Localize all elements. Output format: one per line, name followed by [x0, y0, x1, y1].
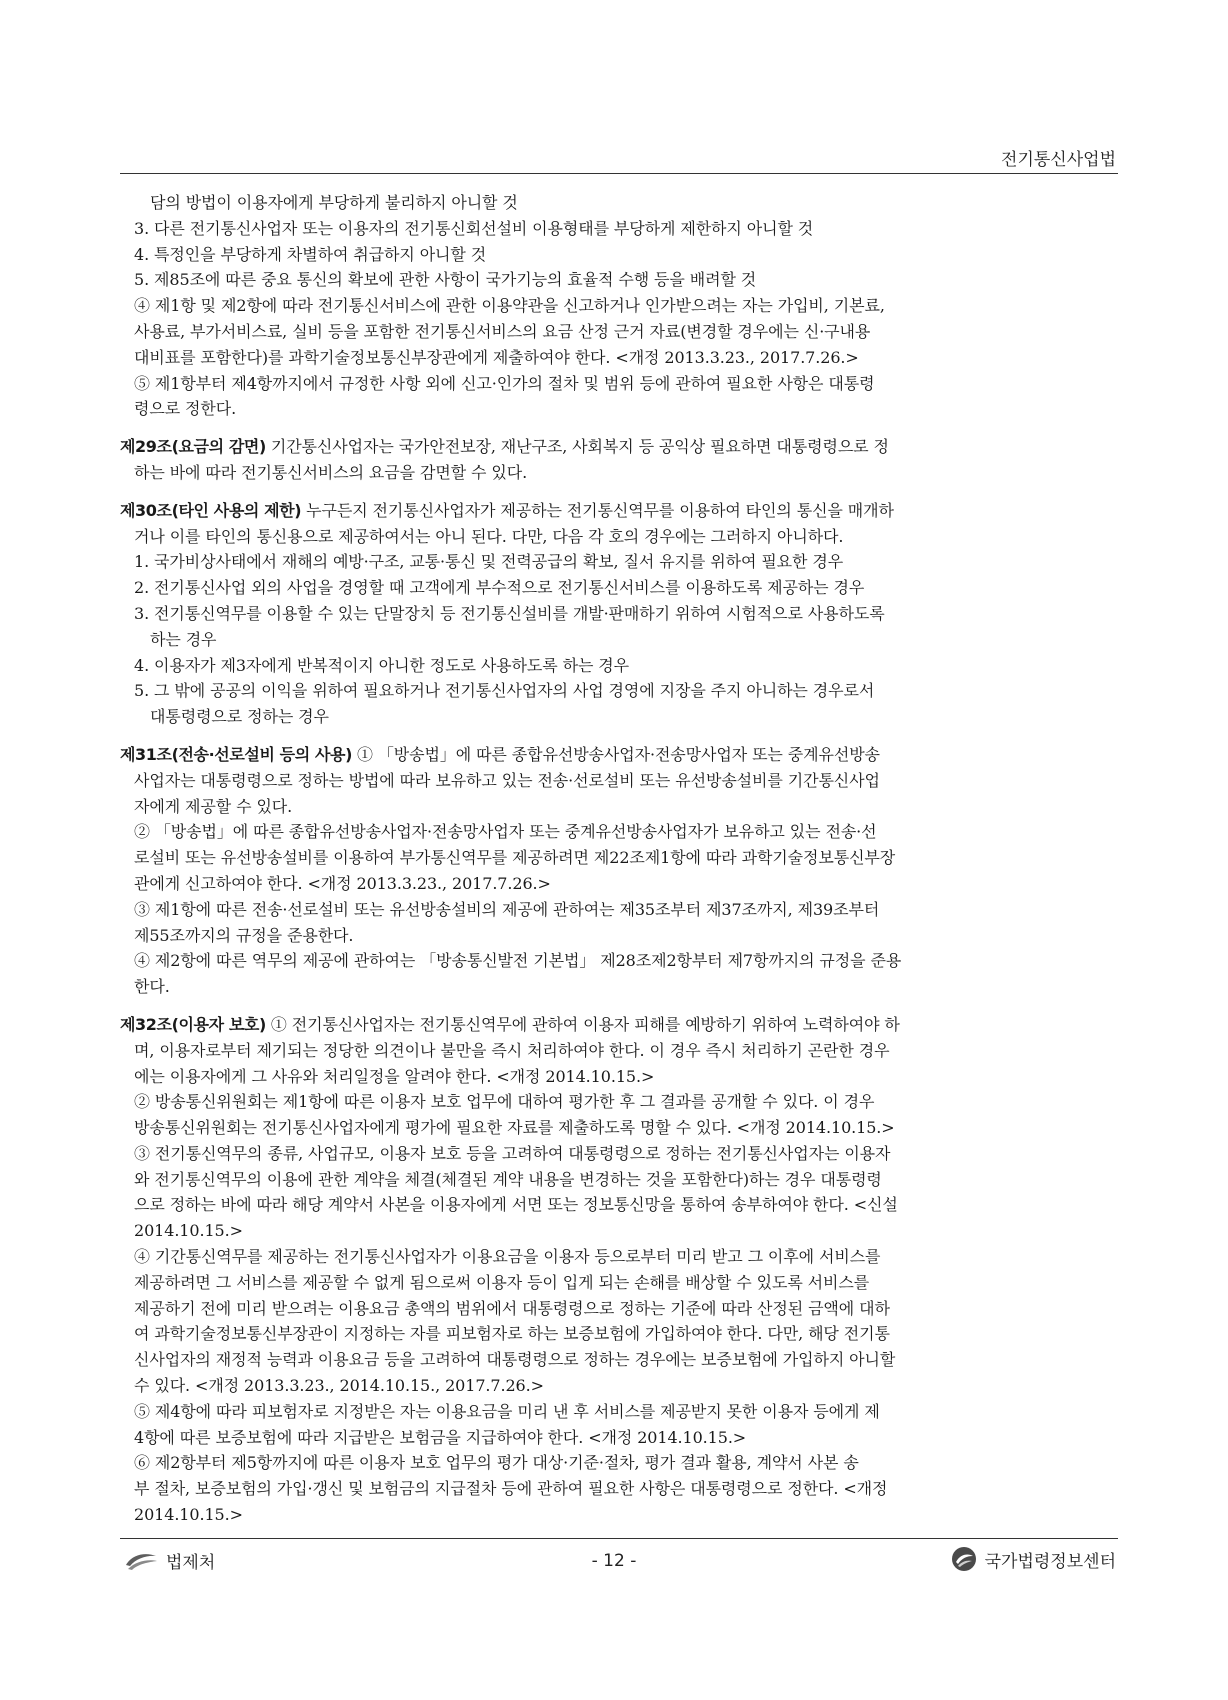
text-line: 자에게 제공할 수 있다.: [134, 796, 293, 816]
text-line: 에는 이용자에게 그 사유와 처리일정을 알려야 한다. <개정 2014.10.15.>: [134, 1066, 655, 1086]
text-line: ④ 기간통신역무를 제공하는 전기통신사업자가 이용요금을 이용자 등으로부터 미리 받고 그 이후에 서비스를: [134, 1247, 881, 1267]
text-line: 4. 특정인을 부당하게 차별하여 취급하지 아니할 것: [134, 244, 487, 264]
text-span: 기간통신사업자는 국가안전보장, 재난구조, 사회복지 등 공익상 필요하면 대통령령으로 정: [265, 437, 889, 457]
document-body: [120, 190, 1118, 1528]
article-32: [120, 1012, 1118, 1038]
text-line: 령으로 정한다.: [134, 399, 237, 419]
text-line: 3. 전기통신역무를 이용할 수 있는 단말장치 등 전기통신설비를 개발·판매하기 위하여 시험적으로 사용하도록: [134, 603, 885, 623]
text-line: 사업자는 대통령령으로 정하는 방법에 따라 보유하고 있는 전송·선로설비 또는 유선방송설비를 기간통신사업: [134, 770, 880, 790]
text-line: ④ 제1항 및 제2항에 따라 전기통신서비스에 관한 이용약관을 신고하거나 인가받으려는 자는 가입비, 기본료,: [134, 296, 885, 316]
text-line: 한다.: [134, 977, 170, 997]
article-30: [120, 498, 1118, 524]
text-line: ③ 제1항에 따른 전송·선로설비 또는 유선방송설비의 제공에 관하여는 제35조부터 제37조까지, 제39조부터: [134, 899, 880, 919]
text-line: 4항에 따른 보증보험에 따라 지급받은 보험금을 지급하여야 한다. <개정 2014.10.15.>: [134, 1427, 747, 1447]
law-center-logo-icon: [951, 1546, 977, 1572]
footer-divider: [120, 1538, 1118, 1539]
footer-left-label: 법제처: [166, 1553, 216, 1573]
text-line: 와 전기통신역무의 이용에 관한 계약을 체결(체결된 계약 내용을 변경하는 것을 포함한다)하는 경우 대통령령: [134, 1169, 882, 1189]
text-line: 여 과학기술정보통신부장관이 지정하는 자를 피보험자로 하는 보증보험에 가입하여야 한다. 다만, 해당 전기통: [134, 1324, 890, 1344]
article-heading: 제30조(타인 사용의 제한): [120, 500, 302, 520]
text-line: ⑤ 제1항부터 제4항까지에서 규정한 사항 외에 신고·인가의 절차 및 범위 등에 관하여 필요한 사항은 대통령: [134, 373, 875, 393]
text-line: 4. 이용자가 제3자에게 반복적이지 아니한 정도로 사용하도록 하는 경우: [134, 655, 630, 675]
text-line: 관에게 신고하여야 한다. <개정 2013.3.23., 2017.7.26.>: [134, 873, 551, 893]
text-line: 2014.10.15.>: [134, 1221, 243, 1241]
text-line: ⑤ 제4항에 따라 피보험자로 지정받은 자는 이용요금을 미리 낸 후 서비스를 제공받지 못한 이용자 등에게 제: [134, 1401, 880, 1421]
text-line: 하는 바에 따라 전기통신서비스의 요금을 감면할 수 있다.: [134, 462, 528, 482]
text-line: ② 「방송법」에 따른 종합유선방송사업자·전송망사업자 또는 중계유선방송사업자가 보유하고 있는 전송·선: [134, 822, 877, 842]
text-line: 제공하려면 그 서비스를 제공할 수 없게 됨으로써 이용자 등이 입게 되는 손해를 배상할 수 있도록 서비스를: [134, 1272, 870, 1292]
text-line: ② 방송통신위원회는 제1항에 따른 이용자 보호 업무에 대하여 평가한 후 그 결과를 공개할 수 있다. 이 경우: [134, 1092, 875, 1112]
footer-law-center: [951, 1546, 1116, 1572]
text-line: ④ 제2항에 따른 역무의 제공에 관하여는 「방송통신발전 기본법」 제28조제2항부터 제7항까지의 규정을 준용: [134, 951, 902, 971]
page-number: - 12 -: [591, 1551, 637, 1571]
text-line: 1. 국가비상사태에서 재해의 예방·구조, 교통·통신 및 전력공급의 확보, 질서 유지를 위하여 필요한 경우: [134, 552, 844, 572]
article-heading: 제29조(요금의 감면): [120, 437, 266, 457]
text-span: ① 「방송법」에 따른 종합유선방송사업자·전송망사업자 또는 중계유선방송: [351, 744, 880, 764]
text-line: 하는 경우: [150, 629, 217, 649]
text-line: 2. 전기통신사업 외의 사업을 경영할 때 고객에게 부수적으로 전기통신서비스를 이용하도록 제공하는 경우: [134, 578, 865, 598]
text-line: 거나 이를 타인의 통신용으로 제공하여서는 아니 된다. 다만, 다음 각 호의 경우에는 그러하지 아니하다.: [134, 526, 844, 546]
header-divider: [120, 173, 1118, 174]
text-line: 담의 방법이 이용자에게 부당하게 불리하지 아니할 것: [150, 193, 518, 212]
text-line: 제55조까지의 규정을 준용한다.: [134, 925, 354, 945]
text-line: 대비표를 포함한다)를 과학기술정보통신부장관에게 제출하여야 한다. <개정 2013.3.23., 2017.7.26.>: [134, 347, 859, 367]
text-line: 대통령령으로 정하는 경우: [150, 707, 329, 727]
article-heading: 제31조(전송·선로설비 등의 사용): [120, 744, 352, 764]
footer-right-label: 국가법령정보센터: [984, 1551, 1116, 1572]
text-line: 으로 정하는 바에 따라 해당 계약서 사본을 이용자에게 서면 또는 정보통신망을 통하여 송부하여야 한다. <신설: [134, 1195, 898, 1215]
text-line: 며, 이용자로부터 제기되는 정당한 의견이나 불만을 즉시 처리하여야 한다. 이 경우 즉시 처리하기 곤란한 경우: [134, 1040, 890, 1060]
text-line: ⑥ 제2항부터 제5항까지에 따른 이용자 보호 업무의 평가 대상·기준·절차, 평가 결과 활용, 계약서 사본 송: [134, 1453, 859, 1473]
article-heading: 제32조(이용자 보호): [120, 1014, 266, 1034]
document-header-title: 전기통신사업법: [1001, 150, 1116, 170]
text-line: 5. 제85조에 따른 중요 통신의 확보에 관한 사항이 국가기능의 효율적 수행 등을 배려할 것: [134, 270, 757, 290]
text-line: 방송통신위원회는 전기통신사업자에게 평가에 필요한 자료를 제출하도록 명할 수 있다. <개정 2014.10.15.>: [134, 1118, 895, 1138]
text-line: 로설비 또는 유선방송설비를 이용하여 부가통신역무를 제공하려면 제22조제1항에 따라 과학기술정보통신부장: [134, 848, 896, 868]
text-span: 누구든지 전기통신사업자가 제공하는 전기통신역무를 이용하여 타인의 통신을 매개하: [301, 500, 894, 520]
text-line: 3. 다른 전기통신사업자 또는 이용자의 전기통신회선설비 이용형태를 부당하게 제한하지 아니할 것: [134, 218, 814, 238]
text-span: ① 전기통신사업자는 전기통신역무에 관하여 이용자 피해를 예방하기 위하여 노력하여야 하: [265, 1014, 900, 1034]
text-line: 사용료, 부가서비스료, 실비 등을 포함한 전기통신서비스의 요금 산정 근거 자료(변경할 경우에는 신·구내용: [134, 321, 871, 341]
article-31: [120, 742, 1118, 768]
text-line: 제공하기 전에 미리 받으려는 이용요금 총액의 범위에서 대통령령으로 정하는 기준에 따라 산정된 금액에 대하: [134, 1298, 890, 1318]
text-line: 부 절차, 보증보험의 가입·갱신 및 보험금의 지급절차 등에 관하여 필요한 사항은 대통령령으로 정한다. <개정: [134, 1479, 888, 1499]
text-line: 수 있다. <개정 2013.3.23., 2014.10.15., 2017.7.26.>: [134, 1376, 544, 1396]
text-line: 2014.10.15.>: [134, 1505, 243, 1525]
text-line: ③ 전기통신역무의 종류, 사업규모, 이용자 보호 등을 고려하여 대통령령으로 정하는 전기통신사업자는 이용자: [134, 1143, 891, 1163]
text-line: 5. 그 밖에 공공의 이익을 위하여 필요하거나 전기통신사업자의 사업 경영에 지장을 주지 아니하는 경우로서: [134, 681, 875, 701]
article-29: [120, 434, 1118, 460]
text-line: 신사업자의 재정적 능력과 이용요금 등을 고려하여 대통령령으로 정하는 경우에는 보증보험에 가입하지 아니할: [134, 1350, 896, 1370]
